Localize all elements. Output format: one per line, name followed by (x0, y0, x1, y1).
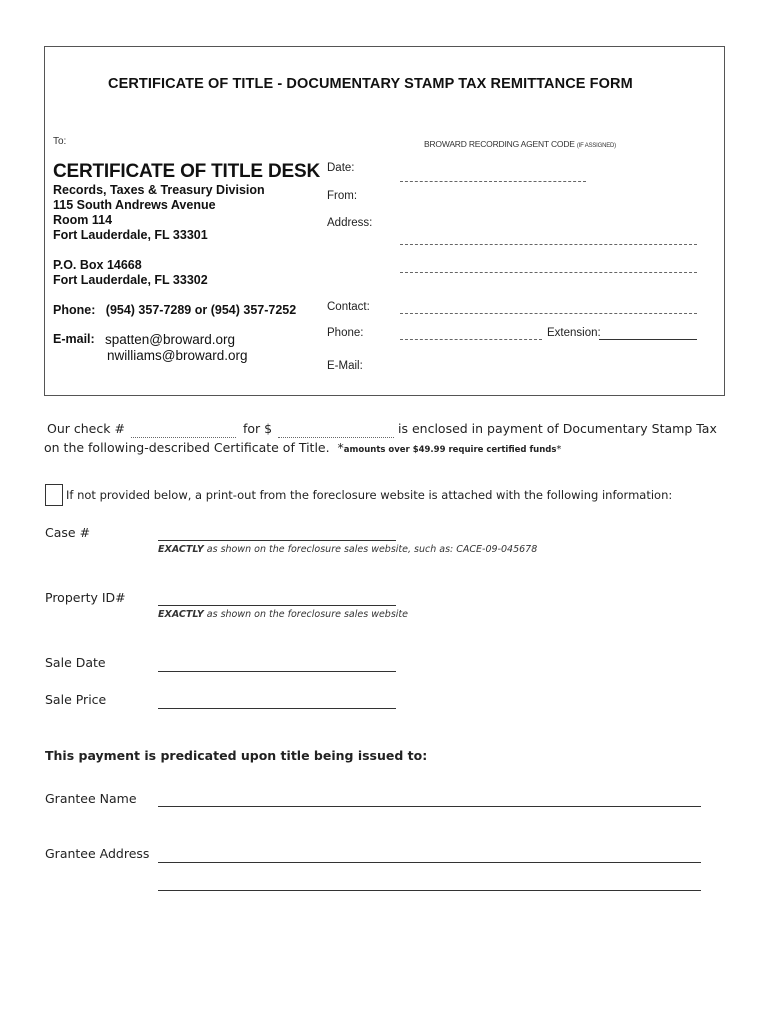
case-hint-bold: EXACTLY (158, 544, 204, 555)
date-label: Date: (327, 162, 355, 174)
grantee-address-field-1[interactable] (158, 862, 701, 863)
agent-code-label (424, 139, 616, 149)
office-po-box: P.O. Box 14668 (53, 258, 142, 272)
payment-asterisk: * (337, 440, 344, 455)
agent-code-note: (IF ASSIGNED) (576, 143, 616, 149)
printout-attached-checkbox[interactable] (45, 484, 63, 506)
sale-price-field[interactable] (158, 708, 396, 709)
payment-line-2-text: on the following-described Certificate of Title. (44, 440, 330, 455)
check-label: Our check # (47, 421, 125, 436)
grantee-name-field[interactable] (158, 806, 701, 807)
contact-field[interactable] (400, 313, 697, 314)
sale-price-label: Sale Price (45, 692, 107, 707)
office-email-2[interactable]: nwilliams@broward.org (107, 348, 248, 363)
property-hint-text: as shown on the foreclosure sales website (203, 609, 408, 620)
case-field[interactable] (158, 540, 396, 541)
property-hint-bold: EXACTLY (158, 609, 204, 620)
sender-email-label: E-Mail: (327, 360, 363, 372)
desk-title: CERTIFICATE OF TITLE DESK (53, 161, 320, 182)
address-field-1[interactable] (400, 244, 697, 245)
office-phone-label: Phone: (53, 303, 96, 317)
case-hint-text: as shown on the foreclosure sales website, such as: CACE-09-045678 (203, 544, 538, 555)
office-phone-value: (954) 357-7289 or (954) 357-7252 (105, 303, 297, 317)
property-label: Property ID# (45, 590, 126, 605)
case-label: Case # (45, 525, 91, 540)
sender-phone-label: Phone: (327, 327, 364, 339)
office-email-label: E-mail: (53, 332, 95, 346)
checkbox-text: If not provided below, a print-out from the foreclosure website is attached with the following information: (66, 488, 673, 502)
office-room: Room 114 (53, 213, 113, 227)
sale-date-field[interactable] (158, 671, 396, 672)
office-phone (53, 303, 296, 317)
date-field[interactable] (400, 181, 586, 182)
enclosed-text: is enclosed in payment of Documentary Stamp Tax (398, 421, 717, 436)
address-label: Address: (327, 217, 373, 229)
property-field[interactable] (158, 605, 396, 606)
extension-label: Extension: (547, 327, 601, 339)
case-hint (158, 544, 537, 555)
certified-funds-note: amounts over $49.99 require certified funds (343, 445, 557, 455)
sale-date-label: Sale Date (45, 655, 106, 670)
office-city: Fort Lauderdale, FL 33301 (53, 228, 208, 242)
to-label: To: (53, 136, 67, 147)
agent-code-text: BROWARD RECORDING AGENT CODE (424, 139, 575, 149)
for-label: for $ (243, 421, 273, 436)
from-label: From: (327, 190, 358, 202)
office-division: Records, Taxes & Treasury Division (53, 183, 265, 197)
form-title: CERTIFICATE OF TITLE - DOCUMENTARY STAMP TAX REMITTANCE FORM (108, 76, 633, 92)
grantee-address-label: Grantee Address (45, 846, 150, 861)
grantee-name-label: Grantee Name (45, 791, 137, 806)
address-field-2[interactable] (400, 272, 697, 273)
grantee-heading: This payment is predicated upon title being issued to: (45, 748, 428, 763)
check-number-field[interactable] (131, 437, 236, 438)
amount-field[interactable] (278, 437, 394, 438)
office-street: 115 South Andrews Avenue (53, 198, 216, 212)
office-email-1[interactable]: spatten@broward.org (105, 332, 236, 347)
office-po-city: Fort Lauderdale, FL 33302 (53, 273, 208, 287)
payment-note-asterisk: * (556, 444, 562, 455)
payment-line-2 (44, 440, 561, 455)
contact-label: Contact: (327, 301, 370, 313)
extension-field[interactable] (599, 339, 697, 340)
sender-phone-field[interactable] (400, 339, 542, 340)
property-hint (158, 609, 408, 620)
grantee-address-field-2[interactable] (158, 890, 701, 891)
